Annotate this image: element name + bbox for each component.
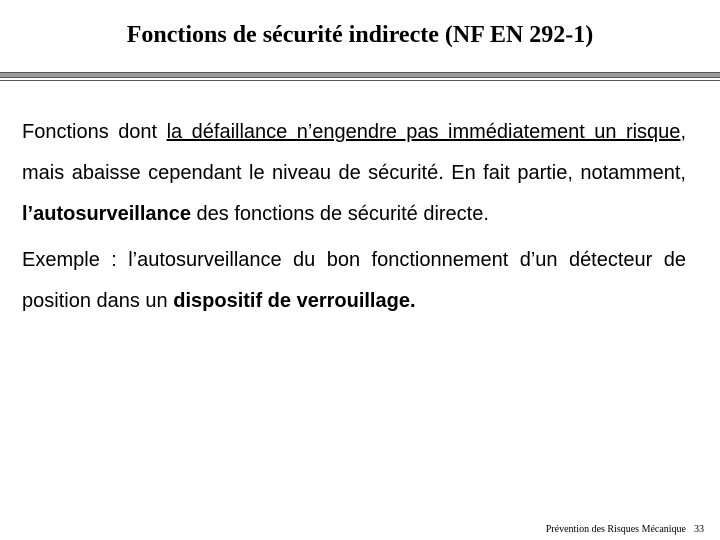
definition-paragraph xyxy=(22,112,686,235)
slide-body xyxy=(22,112,686,322)
slide-footer xyxy=(546,524,704,535)
title-divider-bar xyxy=(0,72,720,78)
example-text: Exemple : l’autosurveillance du bon fonctionnement d’un détecteur de position dans un xyxy=(22,249,686,312)
definition-text-1: Fonctions dont xyxy=(22,121,167,143)
definition-bold-term: l’autosurveillance xyxy=(22,203,191,225)
footer-text: Prévention des Risques Mécanique xyxy=(545,524,686,535)
definition-underlined-text: la défaillance n’engendre pas immédiatement un risque xyxy=(166,121,681,143)
example-paragraph xyxy=(22,240,686,322)
definition-text-2: , mais abaisse cependant le niveau de sécurité. En fait partie, notamment, xyxy=(22,121,686,184)
slide-title: Fonctions de sécurité indirecte (NF EN 292-1) xyxy=(126,22,594,48)
title-divider-line xyxy=(0,80,720,81)
title-divider xyxy=(0,72,720,82)
definition-text-3: des fonctions de sécurité directe. xyxy=(190,203,489,225)
example-bold-term: dispositif de verrouillage. xyxy=(173,290,416,312)
page-number: 33 xyxy=(694,524,704,535)
